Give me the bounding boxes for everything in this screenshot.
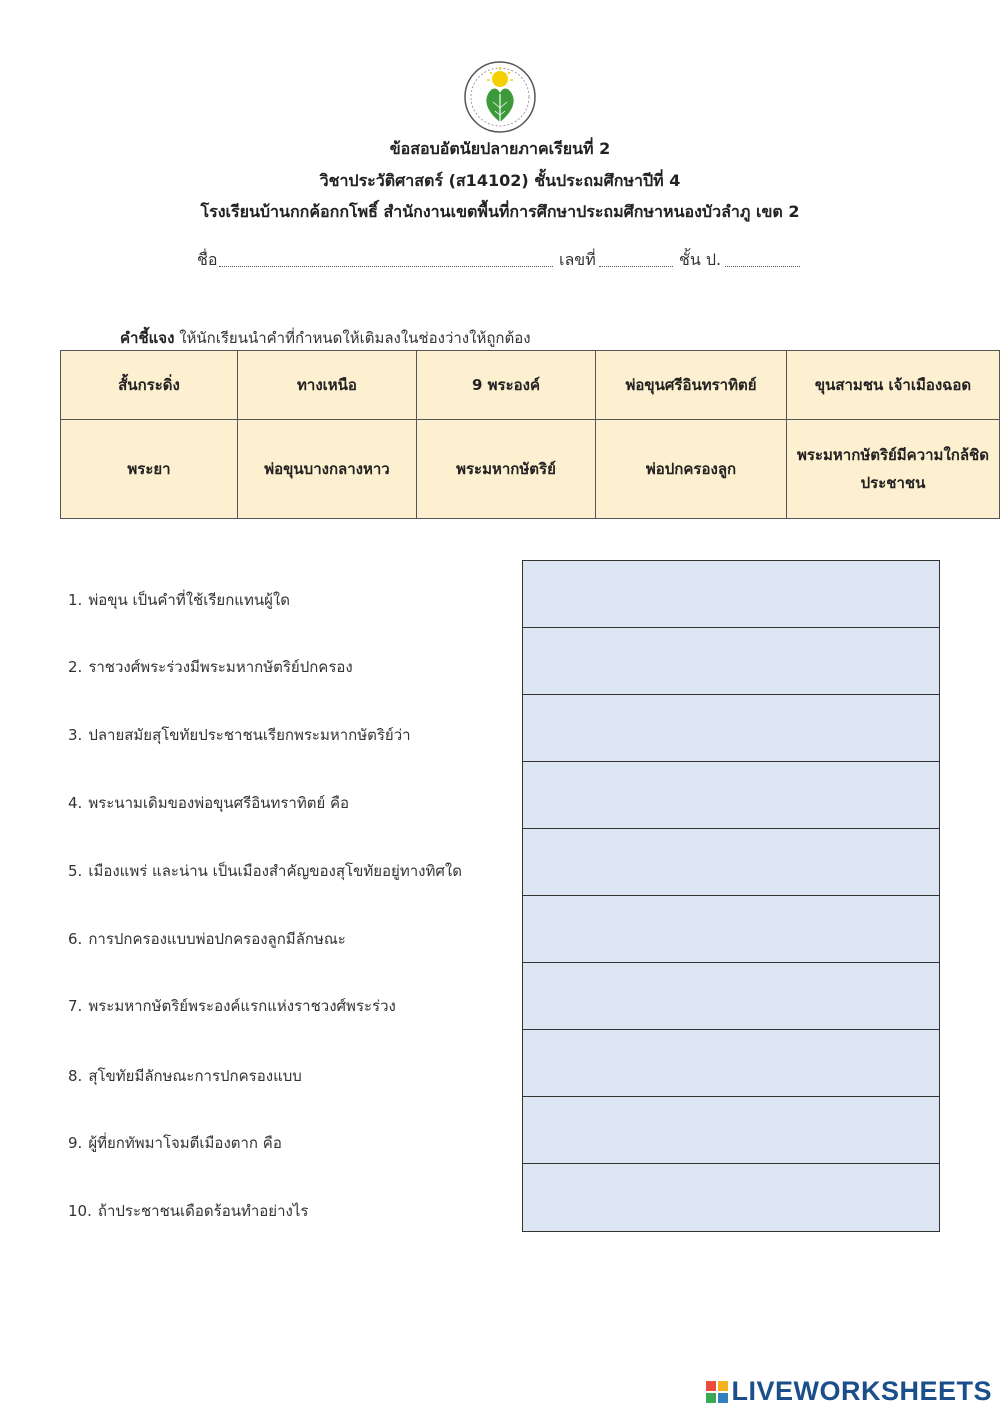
question-number: 7. (68, 997, 83, 1015)
word-bank-cell: พระมหากษัตริย์ (417, 420, 596, 519)
question-text: พ่อขุน เป็นคำที่ใช้เรียกแทนผู้ใด (88, 591, 290, 609)
answer-box-10[interactable] (523, 1164, 939, 1231)
question-text: การปกครองแบบพ่อปกครองลูกมีลักษณะ (88, 930, 346, 948)
question-3 (68, 723, 411, 747)
word-bank-cell: ขุนสามชน เจ้าเมืองฉอด (787, 351, 1000, 420)
question-text: เมืองแพร่ และน่าน เป็นเมืองสำคัญของสุโขทัยอยู่ทางทิศใด (88, 862, 462, 880)
name-field[interactable] (219, 266, 553, 267)
question-text: ปลายสมัยสุโขทัยประชาชนเรียกพระมหากษัตริย์ว่า (88, 726, 411, 744)
liveworksheets-wordmark: LIVEWORKSHEETS (731, 1376, 992, 1406)
question-number: 9. (68, 1134, 83, 1152)
question-number: 3. (68, 726, 83, 744)
word-bank-cell: พ่อปกครองลูก (596, 420, 787, 519)
answer-box-7[interactable] (523, 963, 939, 1030)
word-bank-cell: พ่อขุนศรีอินทราทิตย์ (596, 351, 787, 420)
question-number: 8. (68, 1067, 83, 1085)
question-text: ราชวงศ์พระร่วงมีพระมหากษัตริย์ปกครอง (88, 658, 353, 676)
question-number: 1. (68, 591, 83, 609)
class-field[interactable] (725, 266, 800, 267)
word-bank-cell: พระมหากษัตริย์มีความใกล้ชิดประชาชน (787, 420, 1000, 519)
question-number: 10. (68, 1202, 92, 1220)
question-2 (68, 655, 353, 679)
word-bank-cell: 9 พระองค์ (417, 351, 596, 420)
answer-box-3[interactable] (523, 695, 939, 762)
instructions (120, 326, 531, 350)
exam-title: ข้อสอบอัตนัยปลายภาคเรียนที่ 2 (389, 139, 611, 158)
answer-box-2[interactable] (523, 628, 939, 695)
liveworksheets-brand (706, 1376, 992, 1407)
question-9 (68, 1131, 282, 1155)
class-label: ชั้น ป. (679, 250, 722, 269)
question-text: ผู้ที่ยกทัพมาโจมตีเมืองตาก คือ (88, 1134, 282, 1152)
question-4 (68, 791, 349, 815)
question-number: 2. (68, 658, 83, 676)
instructions-label: คำชี้แจง (120, 329, 175, 347)
question-text: พระนามเดิมของพ่อขุนศรีอินทราทิตย์ คือ (88, 794, 350, 812)
instructions-text: ให้นักเรียนนำคำที่กำหนดให้เติมลงในช่องว่างให้ถูกต้อง (174, 329, 531, 347)
answer-box-1[interactable] (523, 561, 939, 628)
word-bank-cell: สั้นกระดิ่ง (61, 351, 238, 420)
answer-box-9[interactable] (523, 1097, 939, 1164)
name-label: ชื่อ (197, 250, 218, 269)
number-label: เลขที่ (559, 250, 596, 269)
question-10 (68, 1199, 308, 1223)
answer-box-8[interactable] (523, 1030, 939, 1097)
answer-column (522, 560, 940, 1232)
school-logo (463, 60, 537, 134)
question-7 (68, 994, 396, 1018)
answer-box-6[interactable] (523, 896, 939, 963)
question-number: 4. (68, 794, 83, 812)
question-number: 5. (68, 862, 83, 880)
question-8 (68, 1064, 302, 1088)
word-bank-cell: พ่อขุนบางกลางหาว (238, 420, 417, 519)
school-name: โรงเรียนบ้านกกค้อกกโพธิ์ สำนักงานเขตพื้นที่การศึกษาประถมศึกษาหนองบัวลำภู เขต 2 (200, 202, 800, 221)
liveworksheets-logo-icon (706, 1381, 728, 1403)
number-field[interactable] (599, 266, 673, 267)
question-1 (68, 588, 290, 612)
exam-subject: วิชาประวัติศาสตร์ (ส14102) ชั้นประถมศึกษาปีที่ 4 (319, 171, 681, 190)
student-info-line (197, 248, 800, 270)
answer-box-4[interactable] (523, 762, 939, 829)
word-bank-cell: พระยา (61, 420, 238, 519)
word-bank-cell: ทางเหนือ (238, 351, 417, 420)
question-text: สุโขทัยมีลักษณะการปกครองแบบ (88, 1067, 302, 1085)
word-bank-table (60, 350, 1000, 519)
question-number: 6. (68, 930, 83, 948)
question-text: พระมหากษัตริย์พระองค์แรกแห่งราชวงศ์พระร่วง (88, 997, 396, 1015)
answer-box-5[interactable] (523, 829, 939, 896)
question-6 (68, 927, 346, 951)
question-text: ถ้าประชาชนเดือดร้อนทำอย่างไร (97, 1202, 309, 1220)
question-5 (68, 859, 462, 883)
